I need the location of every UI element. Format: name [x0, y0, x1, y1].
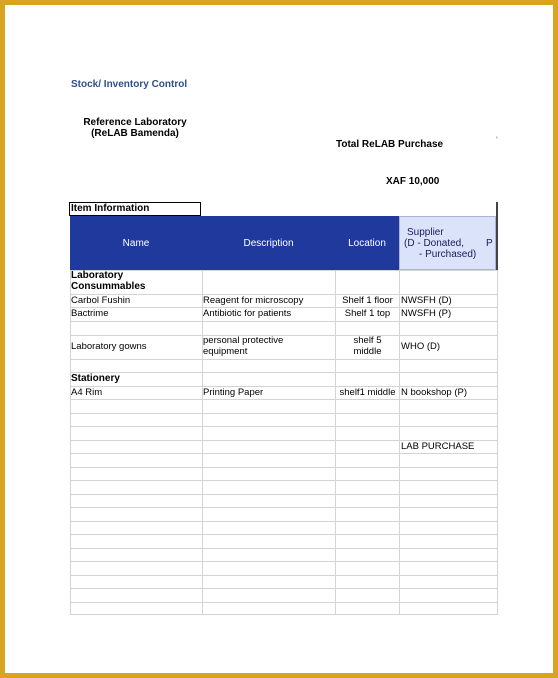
cell-supplier[interactable]: N bookshop (P)	[401, 387, 468, 398]
grid-row-line	[70, 602, 498, 603]
grid-row-line	[70, 561, 498, 562]
cell-location[interactable]	[336, 335, 399, 357]
tick-mark: '	[496, 135, 498, 145]
grid-row-line	[70, 467, 498, 468]
cell-description[interactable]: Reagent for microscopy	[203, 295, 304, 306]
supplier-header-line-2: (D - Donated,	[404, 238, 465, 249]
grid-row-line	[70, 614, 498, 615]
grid-row-line	[70, 588, 498, 589]
grid-row-line	[70, 426, 498, 427]
total-amount: XAF 10,000	[386, 176, 440, 187]
cell-location[interactable]: Shelf 1 top	[344, 308, 391, 319]
cell-name[interactable]: Carbol Fushin	[71, 295, 131, 306]
group-title-lab-consumables[interactable]	[71, 270, 145, 292]
grid-row-line	[70, 372, 498, 373]
table-right-border	[496, 202, 498, 270]
grid-row-line	[70, 413, 498, 414]
cell-supplier[interactable]: NWSFH (P)	[401, 308, 452, 319]
total-purchase-label: Total ReLAB Purchase	[336, 139, 444, 150]
cell-description[interactable]: Antibiotic for patients	[203, 308, 292, 319]
cell-description[interactable]	[203, 335, 283, 357]
grid-row-line	[70, 480, 498, 481]
org-line-1: Reference Laboratory	[83, 117, 187, 128]
grid-row-line	[70, 521, 498, 522]
group-title-stationery[interactable]: Stationery	[71, 373, 120, 384]
next-column-header-partial: P	[486, 238, 493, 249]
grid-row-line	[70, 399, 498, 400]
column-header-description[interactable]: Description	[202, 216, 335, 270]
group-title-line-1: Laboratory	[71, 270, 124, 281]
group-title-line-2: Consummables	[71, 281, 146, 292]
grid-row-line	[70, 534, 498, 535]
cell-description-line-1: personal protective	[203, 335, 284, 346]
item-information-label[interactable]: Item Information	[69, 202, 201, 216]
grid-row-line	[70, 507, 498, 508]
grid-row-line	[70, 321, 498, 322]
cell-name[interactable]: A4 Rim	[71, 387, 103, 398]
cell-description[interactable]: Printing Paper	[203, 387, 264, 398]
supplier-header-line-3: - Purchased)	[419, 249, 477, 260]
grid-row-line	[70, 359, 498, 360]
organization-name	[75, 117, 195, 139]
cell-location[interactable]: shelf1 middle	[339, 387, 396, 398]
grid-row-line	[70, 335, 498, 336]
column-header-location[interactable]: Location	[335, 216, 399, 270]
grid-row-line	[70, 548, 498, 549]
cell-name[interactable]: Laboratory gowns	[71, 341, 147, 352]
grid-row-line	[70, 453, 498, 454]
cell-location-line-2: middle	[353, 346, 382, 357]
cell-supplier[interactable]: WHO (D)	[401, 341, 441, 352]
column-header-supplier[interactable]	[399, 216, 496, 270]
cell-location-line-1: shelf 5	[353, 335, 382, 346]
grid-row-line	[70, 575, 498, 576]
supplier-header-line-1: Supplier	[407, 227, 444, 238]
cell-description-line-2: equipment	[203, 346, 248, 357]
cell-name[interactable]: Bactrime	[71, 308, 109, 319]
column-header-name[interactable]: Name	[70, 216, 202, 270]
lab-purchase-label[interactable]: LAB PURCHASE	[401, 441, 475, 452]
cell-supplier[interactable]: NWSFH (D)	[401, 295, 452, 306]
grid-row-line	[70, 494, 498, 495]
page-title: Stock/ Inventory Control	[71, 79, 188, 90]
org-line-2: (ReLAB Bamenda)	[91, 128, 179, 139]
cell-location[interactable]: Shelf 1 floor	[342, 295, 393, 306]
